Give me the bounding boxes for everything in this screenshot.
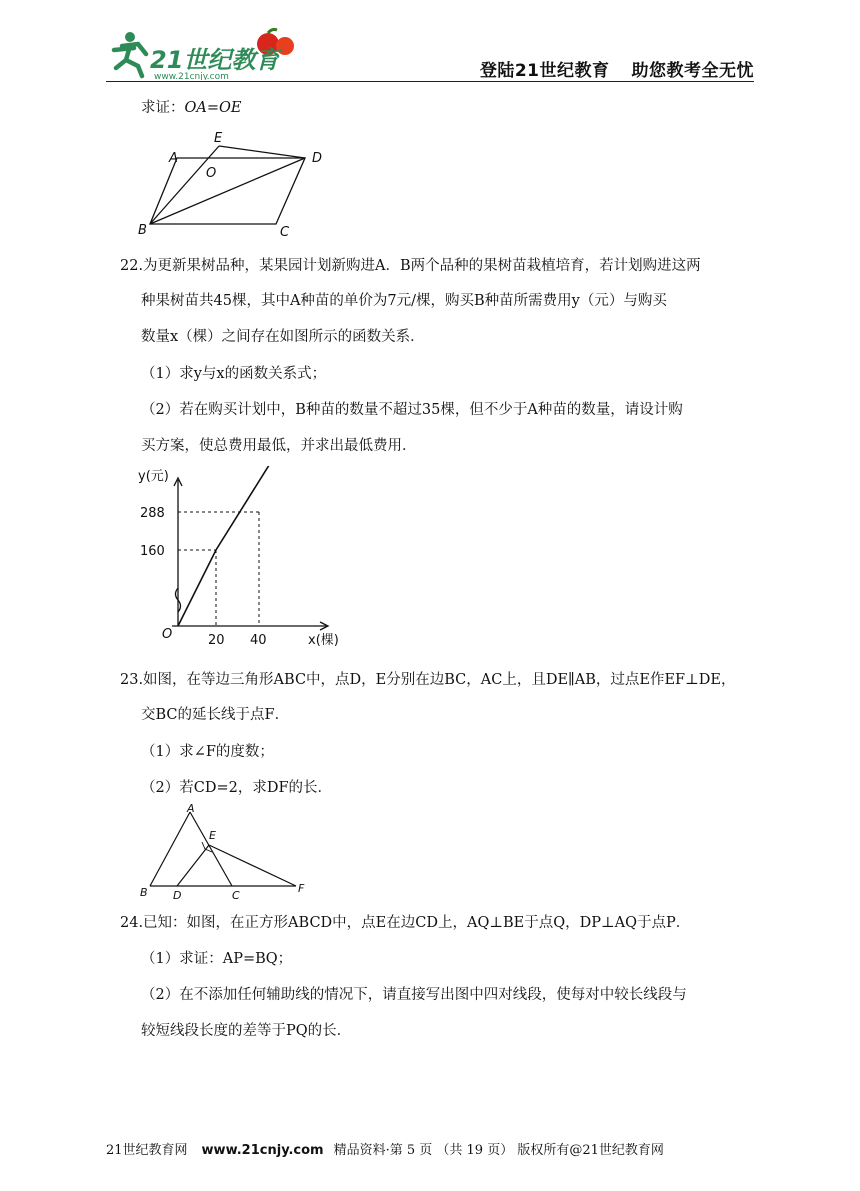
site-logo[interactable]: [108, 28, 308, 80]
graph-origin: O: [162, 627, 173, 642]
footer-site: 21世纪教育网: [106, 1143, 188, 1158]
q21-label-o: O: [206, 166, 217, 181]
q23-label-d: D: [173, 889, 182, 900]
slogan-left: 登陆21世纪教育: [479, 61, 610, 81]
graph-x-tick-40: 40: [250, 633, 267, 648]
q22-line-2: 种果树苗共45棵，其中A种苗的单价为7元/棵，购买B种苗所需费用y（元）与购买: [141, 293, 667, 309]
q23-part-1: （1）求∠F的度数；: [141, 744, 274, 760]
graph-x-label: x(棵): [308, 633, 339, 648]
q22-part-1: （1）求y与x的函数关系式；: [141, 366, 327, 382]
q23-label-f: F: [298, 882, 305, 895]
footer-url[interactable]: www.21cnjy.com: [201, 1143, 324, 1158]
q24-line-4: 较短线段长度的差等于PQ的长．: [141, 1023, 352, 1039]
q23-label-b: B: [140, 886, 148, 899]
q21-prove-expr: OA=OE: [184, 100, 242, 116]
q22-line-3: 数量x（棵）之间存在如图所示的函数关系．: [141, 329, 425, 345]
q22-graph: [128, 466, 360, 656]
graph-y-tick-288: 288: [140, 506, 165, 521]
q21-label-b: B: [138, 223, 147, 238]
q22-part-2: （2）若在购买计划中，B种苗的数量不超过35棵，但不少于A种苗的数量，请设计购: [141, 402, 683, 418]
q21-prove: [141, 98, 241, 118]
logo-graphic: [108, 28, 308, 80]
q23-line-1: 23.如图，在等边三角形ABC中，点D，E分别在边BC，AC上，且DE∥AB，过点E作EF⊥DE，: [120, 672, 736, 688]
logo-text: 21世纪教育: [150, 46, 280, 74]
q23-line-2: 交BC的延长线于点F．: [141, 707, 290, 723]
q22-line-6: 买方案，使总费用最低，并求出最低费用．: [141, 438, 417, 454]
q24-part-1: （1）求证：AP=BQ；: [141, 951, 293, 967]
header-slogan: [480, 56, 754, 81]
q24-line-1: 24.已知：如图，在正方形ABCD中，点E在边CD上，AQ⊥BE于点Q，DP⊥AQ于点P．: [120, 915, 691, 931]
q21-label-e: E: [214, 131, 223, 146]
q21-label-a: A: [169, 151, 178, 166]
q23-label-e: E: [209, 829, 216, 842]
q21-label-c: C: [280, 225, 290, 240]
graph-x-tick-20: 20: [208, 633, 225, 648]
logo-url: www.21cnjy.com: [154, 72, 229, 80]
q24-part-2: （2）在不添加任何辅助线的情况下，请直接写出图中四对线段，使每对中较长线段与: [141, 987, 687, 1003]
graph-line: [178, 466, 270, 626]
footer-page-info: 精品资料·第 5 页 （共 19 页） 版权所有@21世纪教育网: [333, 1143, 664, 1158]
q21-figure: [130, 128, 360, 240]
slogan-right: 助您教考全无忧: [631, 61, 754, 81]
q23-part-2: （2）若CD=2，求DF的长．: [141, 780, 333, 796]
q23-label-c: C: [232, 889, 240, 900]
page-footer: [106, 1139, 664, 1158]
q21-prove-label: 求证：: [141, 100, 185, 116]
header-divider: [106, 81, 754, 82]
q21-label-d: D: [312, 151, 323, 166]
q22-line-1: 22.为更新果树品种，某果园计划新购进A．B两个品种的果树苗栽植培育，若计划购进这两: [120, 258, 701, 274]
graph-y-tick-160: 160: [140, 544, 165, 559]
q23-figure: [136, 804, 316, 900]
q23-label-a: A: [187, 804, 195, 815]
graph-y-label: y(元): [138, 469, 169, 484]
